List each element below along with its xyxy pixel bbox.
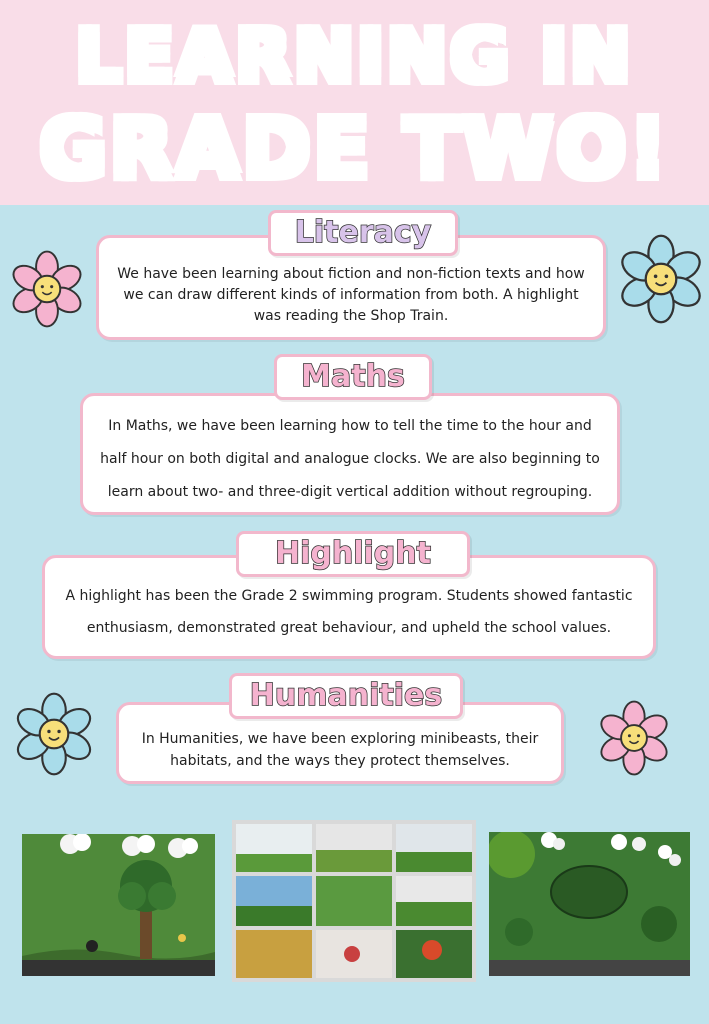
humanities-text: In Humanities, we have been exploring minibeasts, their habitats, and the ways they protect themselves. [141,731,539,769]
minibeast-artwork-photo [489,832,690,976]
maths-box [80,393,620,515]
humanities-heading-pill [229,673,463,719]
highlight-heading-pill [236,531,470,577]
literacy-text: We have been learning about fiction and non-fiction texts and how we can draw different kinds of information from both. A highlight was reading the Shop Train. [117,266,585,324]
humanities-heading: Humanities [249,678,443,713]
highlight-heading: Highlight [275,536,431,571]
maths-text: In Maths, we have been learning how to tell the time to the hour and half hour on both digital and analogue clocks. We are also beginning to learn about two- and three-digit vertical addition without regrouping. [100,417,600,500]
tree-artwork-photo [22,834,215,976]
smiling-flower-icon [12,692,96,776]
title-line-2 [0,102,709,197]
highlight-text: A highlight has been the Grade 2 swimming program. Students showed fantastic enthusiasm, demonstrated great behaviour, and upheld the school values. [65,588,633,636]
smiling-flower-icon [616,234,706,324]
artwork-collage-photo [232,820,476,982]
smiling-flower-icon [8,250,86,328]
title-text-1: LEARNING IN [75,14,634,98]
title-text-2: GRADE TWO! [39,102,670,197]
header-banner [0,0,709,205]
literacy-heading: Literacy [294,215,432,250]
maths-heading-pill [274,354,432,400]
literacy-heading-pill [268,210,458,256]
smiling-flower-icon [596,700,672,776]
title-line-1 [0,14,709,98]
maths-heading: Maths [301,359,405,394]
